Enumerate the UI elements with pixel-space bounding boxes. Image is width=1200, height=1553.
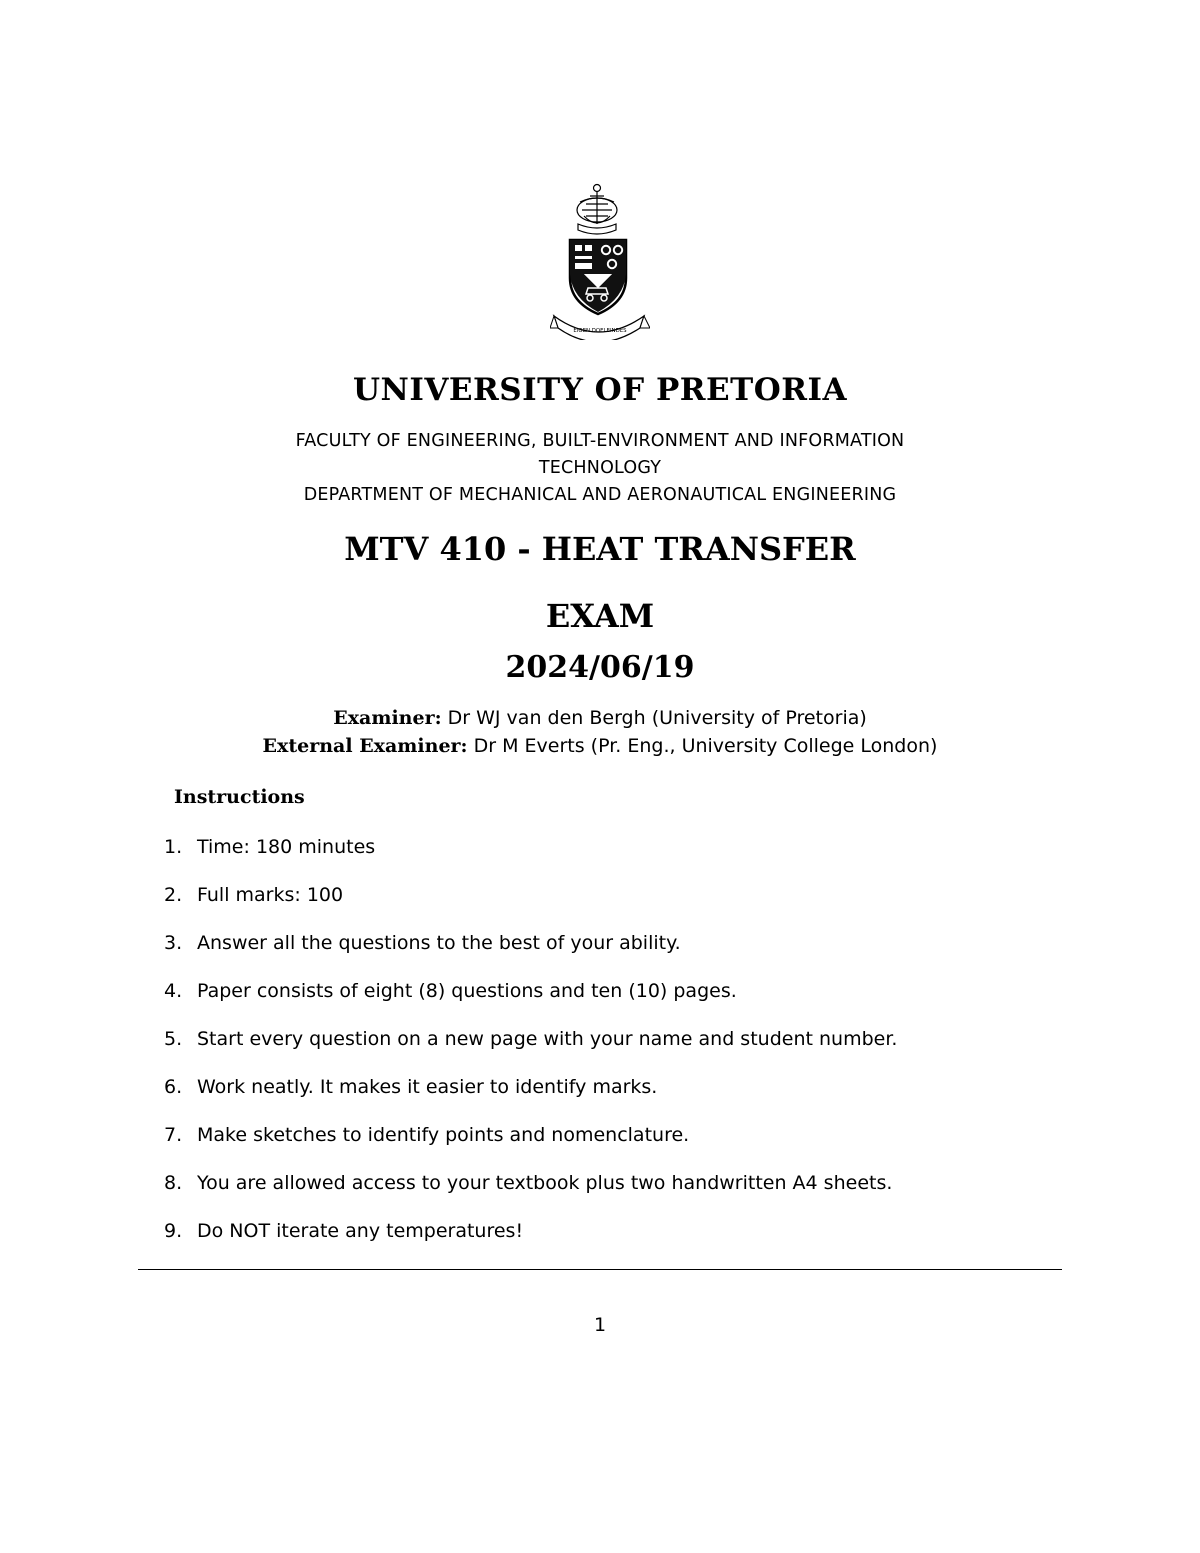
list-item-number: 1.: [164, 836, 183, 858]
list-item-number: 4.: [164, 980, 183, 1002]
list-item-number: 5.: [164, 1028, 183, 1050]
examiner-value: Dr WJ van den Bergh (University of Pretoria): [447, 707, 867, 729]
list-item: [164, 930, 897, 978]
faculty-line-2: TECHNOLOGY: [538, 458, 662, 478]
list-item-text: Time: 180 minutes: [197, 836, 376, 858]
list-item-text: Work neatly. It makes it easier to identify marks.: [197, 1076, 658, 1098]
list-item-number: 3.: [164, 932, 183, 954]
examiner-line: [0, 704, 1200, 732]
external-examiner-line: [0, 732, 1200, 760]
list-item-text: Make sketches to identify points and nomenclature.: [197, 1124, 690, 1146]
list-item: [164, 834, 897, 882]
examiner-label: Examiner:: [333, 707, 442, 729]
list-item-text: Paper consists of eight (8) questions and ten (10) pages.: [197, 980, 737, 1002]
instructions-list: [164, 834, 897, 1266]
list-item: [164, 1122, 897, 1170]
list-item: [164, 1074, 897, 1122]
exam-date: 2024/06/19: [505, 650, 695, 685]
university-name: UNIVERSITY OF PRETORIA: [352, 372, 848, 408]
external-examiner-value: Dr M Everts (Pr. Eng., University College London): [473, 735, 938, 757]
list-item-number: 6.: [164, 1076, 183, 1098]
crest-motto: EIGEN DOELEINDES: [573, 328, 627, 334]
list-item-text: Full marks: 100: [197, 884, 344, 906]
department-name: DEPARTMENT OF MECHANICAL AND AERONAUTICAL ENGINEERING: [303, 485, 897, 505]
footer-divider: [138, 1269, 1062, 1270]
list-item-text: Do NOT iterate any temperatures!: [197, 1220, 524, 1242]
faculty-block: [0, 428, 1200, 509]
list-item-number: 8.: [164, 1172, 183, 1194]
list-item: [164, 1218, 897, 1266]
list-item-text: You are allowed access to your textbook plus two handwritten A4 sheets.: [197, 1172, 893, 1194]
page-number: 1: [593, 1314, 607, 1336]
course-title: MTV 410 - HEAT TRANSFER: [344, 530, 856, 568]
list-item-text: Start every question on a new page with your name and student number.: [197, 1028, 898, 1050]
exam-type: EXAM: [545, 597, 655, 635]
examiners-block: [0, 704, 1200, 760]
list-item: [164, 882, 897, 930]
list-item: [164, 978, 897, 1026]
list-item-text: Answer all the questions to the best of your ability.: [197, 932, 681, 954]
instructions-heading: Instructions: [174, 786, 305, 808]
list-item-number: 2.: [164, 884, 183, 906]
list-item: [164, 1170, 897, 1218]
faculty-line-1: FACULTY OF ENGINEERING, BUILT-ENVIRONMENT AND INFORMATION: [295, 431, 905, 451]
university-crest-logo: [550, 180, 650, 340]
external-examiner-label: External Examiner:: [262, 735, 468, 757]
list-item-number: 9.: [164, 1220, 183, 1242]
list-item: [164, 1026, 897, 1074]
list-item-number: 7.: [164, 1124, 183, 1146]
